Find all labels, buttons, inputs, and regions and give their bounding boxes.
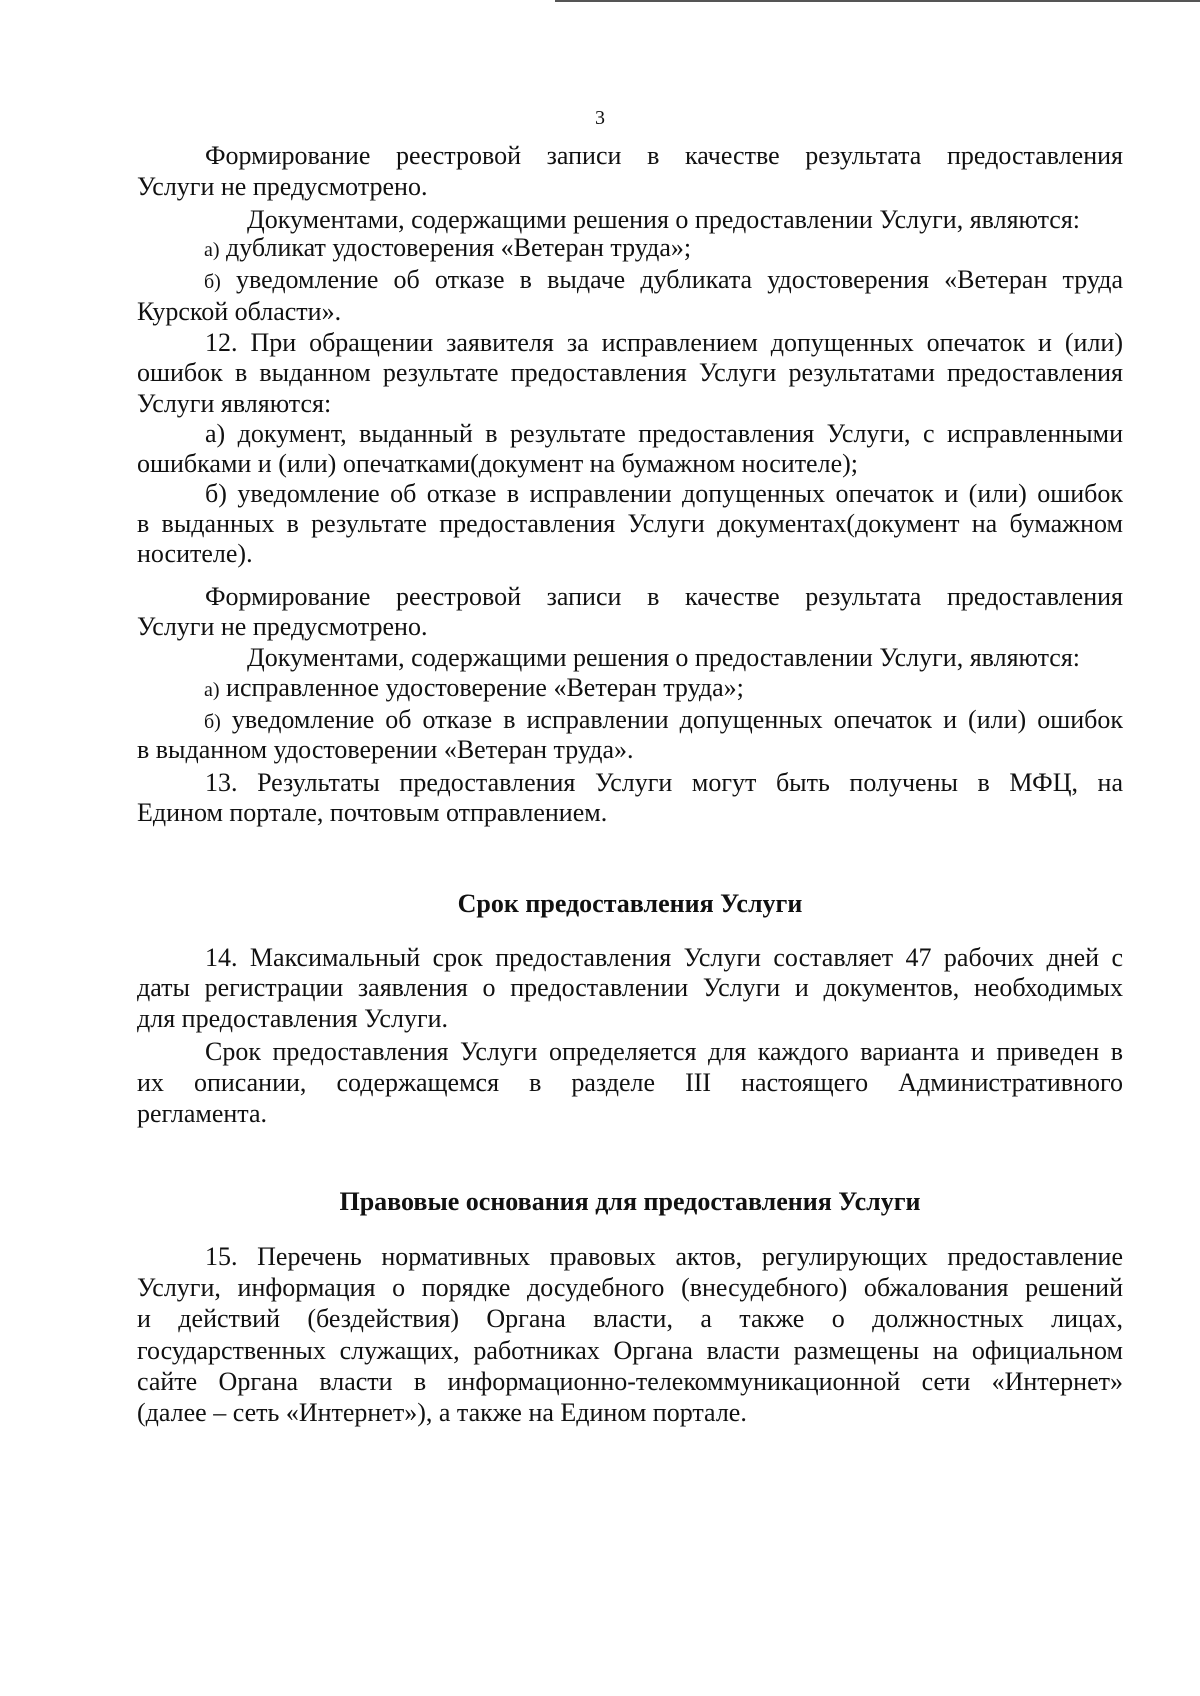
text-line: и действий (бездействия) Органа власти, а также о должностных лицах, [137,1304,1123,1333]
text-line: Документами, содержащими решения о предоставлении Услуги, являются: [247,205,1081,234]
text-line: Услуги, информация о порядке досудебного (внесудебного) обжалования решений [137,1273,1123,1302]
text-line: даты регистрации заявления о предоставлении Услуги и документов, необходимых [137,973,1123,1002]
text-line: 14. Максимальный срок предоставления Услуги составляет 47 рабочих дней с [205,943,1123,972]
text-line: 15. Перечень нормативных правовых актов, регулирующих предоставление [205,1242,1123,1271]
list-item-text: исправленное удостоверение «Ветеран труда»; [226,673,744,702]
text-line: Документами, содержащими решения о предоставлении Услуги, являются: [247,643,1081,672]
list-item [204,704,1123,738]
list-item [204,264,1123,298]
text-line: государственных служащих, работниках Органа власти размещены на официальном [137,1336,1123,1365]
text-line: их описании, содержащемся в разделе III настоящего Административного [137,1068,1123,1097]
text-line: 12. При обращении заявителя за исправлением допущенных опечаток и (или) [205,328,1123,357]
text-line: Услуги не предусмотрено. [137,612,428,641]
text-line: сайте Органа власти в информационно-телекоммуникационной сети «Интернет» [137,1367,1123,1396]
text-line: 13. Результаты предоставления Услуги могут быть получены в МФЦ, на [205,768,1123,797]
top-rule [555,0,1200,2]
list-marker: а) [204,239,220,261]
list-marker: б) [204,271,221,293]
text-line: регламента. [137,1099,268,1128]
list-item-text: уведомление об отказе в выдаче дубликата удостоверения «Ветеран труда [236,265,1123,294]
text-line: в выданном удостоверении «Ветеран труда». [137,735,634,764]
list-marker: а) [204,679,220,701]
text-line: Услуги являются: [137,389,332,418]
text-line: Формирование реестровой записи в качестве результата предоставления [205,582,1123,611]
page-number: 3 [595,107,605,129]
text-line: в выданных в результате предоставления Услуги документах(документ на бумажном [137,509,1123,538]
list-item [204,672,1123,706]
text-line: Едином портале, почтовым отправлением. [137,798,608,827]
text-line: для предоставления Услуги. [137,1004,449,1033]
text-line: б) уведомление об отказе в исправлении допущенных опечаток и (или) ошибок [205,479,1123,508]
text-line: Срок предоставления Услуги определяется для каждого варианта и приведен в [205,1037,1123,1066]
text-line: а) документ, выданный в результате предоставления Услуги, с исправленными [205,419,1123,448]
text-line: (далее – сеть «Интернет»), а также на Едином портале. [137,1398,747,1427]
text-line: ошибками и (или) опечатками(документ на бумажном носителе); [137,449,858,478]
list-marker: б) [204,711,221,733]
text-line: носителе). [137,539,253,568]
section-heading: Правовые основания для предоставления Услуги [339,1187,921,1216]
text-line: ошибок в выданном результате предоставления Услуги результатами предоставления [137,358,1123,387]
list-item-text: уведомление об отказе в исправлении допущенных опечаток и (или) ошибок [231,705,1123,734]
list-item [204,232,1123,266]
section-heading: Срок предоставления Услуги [457,889,803,918]
list-item-text: дубликат удостоверения «Ветеран труда»; [226,233,692,262]
text-line: Услуги не предусмотрено. [137,172,428,201]
text-line: Формирование реестровой записи в качестве результата предоставления [205,141,1123,170]
text-line: Курской области». [137,297,342,326]
